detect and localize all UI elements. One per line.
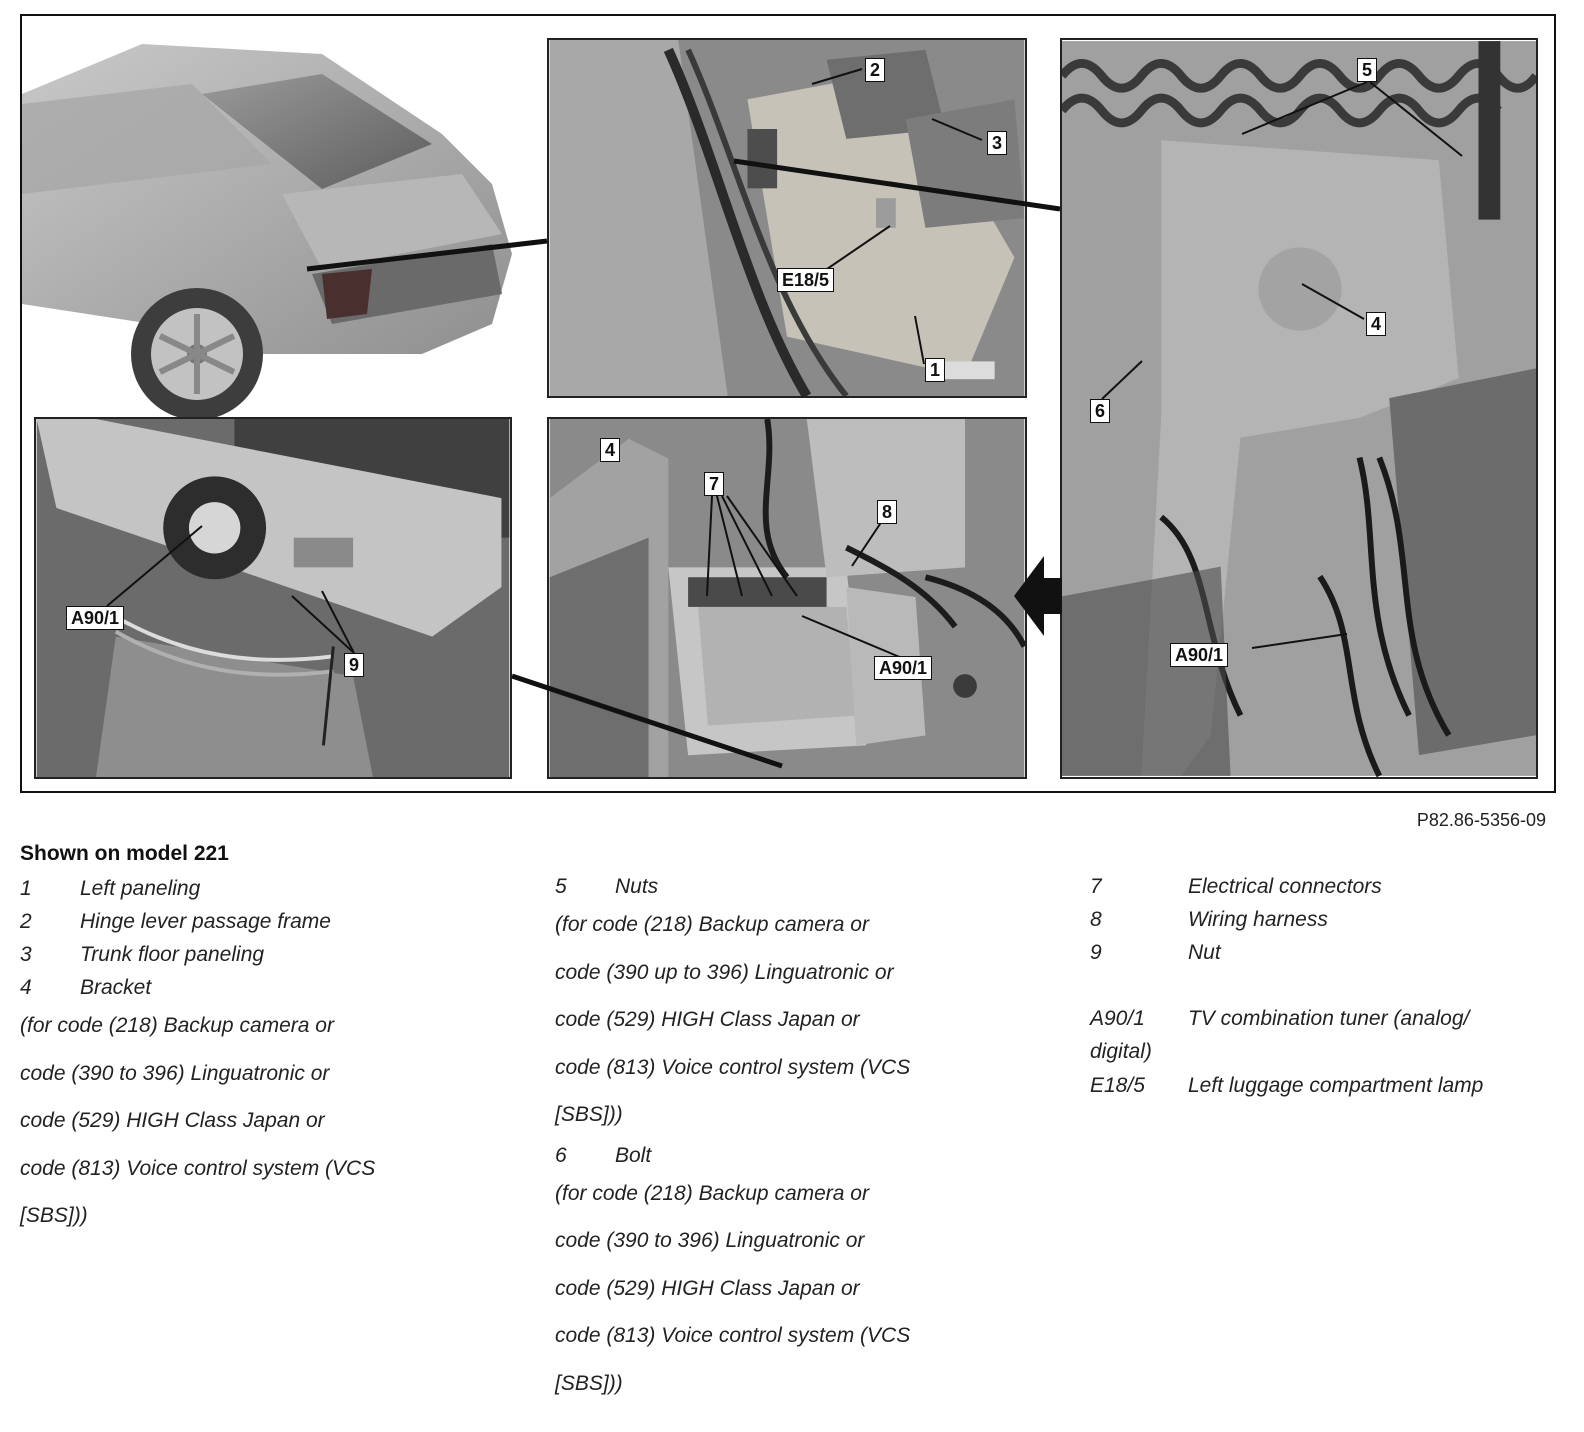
legend-num: 6 (555, 1143, 567, 1167)
legend-item-8 (1090, 903, 1560, 936)
condition-line: (for code (218) Backup camera or (555, 1181, 869, 1205)
legend-num: 3 (20, 943, 32, 966)
callout-2: 2 (865, 58, 885, 82)
legend-num: 4 (20, 976, 32, 999)
legend-text: Wiring harness (1188, 908, 1328, 931)
figure-id: P82.86-5356-09 (1416, 810, 1546, 830)
legend-text: Trunk floor paneling (80, 943, 265, 966)
legend-item-7 (1090, 870, 1560, 903)
condition-line: (for code (218) Backup camera or (20, 1014, 334, 1037)
callout-6: 6 (1090, 399, 1110, 423)
legend-num: 1 (20, 877, 32, 900)
condition-line: code (390 to 396) Linguatronic or (555, 1229, 865, 1252)
callout-5: 5 (1357, 58, 1377, 82)
tuner-mounted-panel (547, 417, 1027, 779)
condition-line: code (529) HIGH Class Japan or (20, 1109, 325, 1132)
callout-9: 9 (344, 653, 364, 677)
legend-item-4 (20, 971, 520, 1004)
legend-num: 7 (1090, 875, 1102, 898)
legend-spacer (1090, 969, 1560, 1002)
legend-text: Electrical connectors (1188, 875, 1382, 898)
legend-item-2 (20, 905, 520, 938)
callout-e18-5: E18/5 (777, 268, 834, 292)
callout-a90-1-bracket: A90/1 (1170, 643, 1228, 667)
trunk-left-photo (549, 40, 1025, 396)
legend-num: 5 (555, 875, 567, 898)
legend-item-a90-1 (1090, 1002, 1560, 1035)
condition-line: code (813) Voice control system (VCS (555, 1055, 911, 1079)
callout-8: 8 (877, 500, 897, 524)
callout-1: 1 (925, 358, 945, 382)
callout-a90-1-bottom: A90/1 (66, 606, 124, 630)
callout-a90-1-mounted: A90/1 (874, 656, 932, 680)
condition-line: code (529) HIGH Class Japan or (555, 1276, 860, 1300)
legend-text: Nuts (615, 875, 659, 898)
bracket-detail-photo (1062, 40, 1536, 777)
legend-item-1 (20, 872, 520, 905)
legend-text: Nut (1188, 941, 1221, 964)
legend-text-wrap: digital) (1090, 1040, 1152, 1063)
legend-item-6 (555, 1139, 1055, 1172)
direction-arrow-icon (1014, 556, 1062, 636)
callout-4-mounted: 4 (600, 438, 620, 462)
trunk-left-side-panel (547, 38, 1027, 398)
legend-column-2 (555, 870, 1055, 1407)
legend-num: A90/1 (1090, 1007, 1145, 1030)
legend-text: TV combination tuner (analog/ (1188, 1007, 1470, 1030)
legend-num: 2 (20, 910, 32, 933)
legend-text: Bracket (80, 976, 152, 999)
legend-num: E18/5 (1090, 1074, 1145, 1097)
legend-item-5 (555, 870, 1055, 903)
callout-4-bracket: 4 (1366, 312, 1386, 336)
car-rear-illustration (22, 24, 562, 424)
bracket-detail-panel (1060, 38, 1538, 779)
legend-item-3 (20, 938, 520, 971)
condition-line: code (813) Voice control system (VCS (20, 1156, 376, 1180)
legend-column-3 (1090, 870, 1560, 1102)
tuner-mounted-photo (549, 419, 1025, 777)
legend-item-9 (1090, 936, 1560, 969)
callout-7: 7 (704, 472, 724, 496)
legend-text: Left luggage compartment lamp (1188, 1074, 1484, 1097)
figure-frame (20, 14, 1556, 793)
condition-line: code (390 to 396) Linguatronic or (20, 1061, 330, 1085)
condition-line: code (390 up to 396) Linguatronic or (555, 960, 894, 984)
legend-title: Shown on model 221 (20, 842, 229, 865)
legend-item-e18-5 (1090, 1069, 1560, 1102)
tuner-bottom-view-panel (34, 417, 512, 779)
legend-text: Bolt (615, 1143, 652, 1167)
legend-text: Left paneling (80, 877, 201, 900)
legend-num: 8 (1090, 908, 1102, 931)
legend-text: Hinge lever passage frame (80, 910, 331, 933)
condition-line: [SBS])) (555, 1371, 623, 1395)
car-rear-view-panel (22, 24, 562, 424)
condition-line: code (813) Voice control system (VCS (555, 1324, 911, 1347)
legend-column-1 (20, 872, 520, 1240)
condition-line: code (529) HIGH Class Japan or (555, 1008, 860, 1031)
tuner-bottom-photo (36, 419, 510, 777)
condition-line: (for code (218) Backup camera or (555, 913, 869, 936)
condition-line: [SBS])) (20, 1204, 88, 1227)
callout-3: 3 (987, 131, 1007, 155)
condition-line: [SBS])) (555, 1103, 623, 1126)
legend-num: 9 (1090, 941, 1102, 964)
